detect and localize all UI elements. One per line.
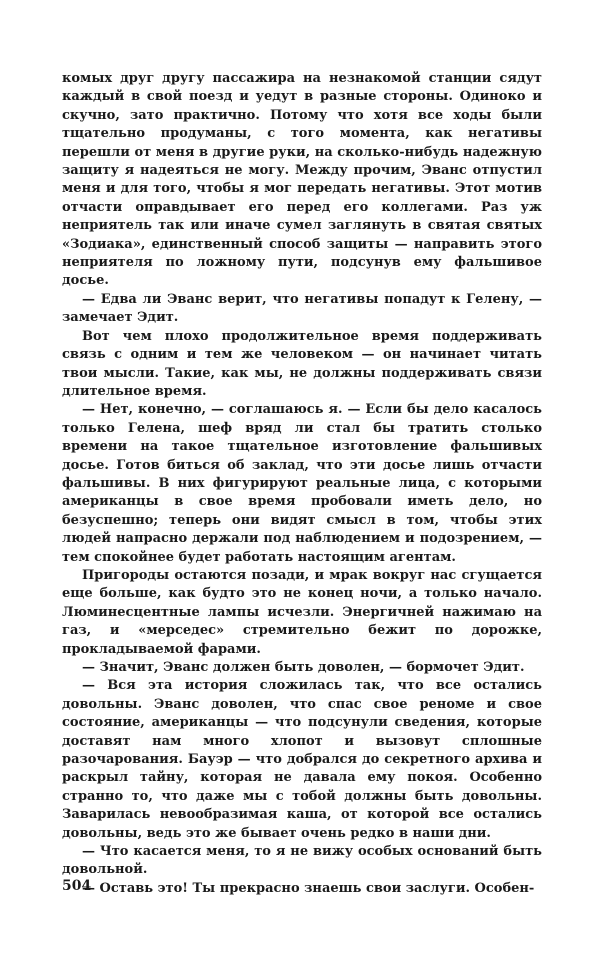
paragraph-4: — Нет, конечно, — соглашаюсь я. — Если бы дело касалось только Гелена, шеф вряд ли стал бы тратить столько времени на такое тщательное изготовление фальшивых досье. Готов биться об заклад, что эти досье лишь отчасти фальшивы. В них фигурируют реальные лица, с которыми американцы в свое время пробовали иметь дело, но безуспешно; теперь они видят смысл в том, чтобы этих людей напрасно держали под наблюдением и подозрением, — тем спокойнее будет работать настоящим агентам. bbox=[62, 402, 542, 565]
paragraph-7: — Вся эта история сложилась так, что все остались довольны. Эванс доволен, что спас свое реноме и свое состояние, американцы — что подсунули сведения, которые доставят нам много хлопот и вызовут сплошные разочарования. Бауэр — что добрался до секретного архива и раскрыл тайну, которая не давала ему покоя. Особенно странно то, что даже мы с тобой должны быть довольны. Заварилась невообразимая каша, от которой все остались довольны, ведь это же бывает очень редко в наши дни. bbox=[62, 678, 542, 841]
paragraph-6: — Значит, Эванс должен быть доволен, — бормочет Эдит. bbox=[82, 660, 525, 675]
page-body bbox=[62, 70, 542, 898]
paragraph-2: — Едва ли Эванс верит, что негативы попадут к Гелену, — замечает Эдит. bbox=[62, 291, 542, 326]
paragraph-5: Пригороды остаются позади, и мрак вокруг нас сгущается еще больше, как будто это не конец ночи, а только начало. Люминесцентные лампы исчезли. Энергичней нажимаю на газ, и «мерседес» стремительно бежит по дорожке, прокладываемой фарами. bbox=[62, 567, 542, 657]
page-number: 504 bbox=[62, 878, 92, 894]
paragraph-1: комых друг другу пассажира на незнакомой станции сядут каждый в свой поезд и уедут в разные стороны. Одиноко и скучно, зато практично. Потому что хотя все ходы были тщательно продуманы, с того момента, как негативы перешли от меня в другие руки, на сколько-нибудь надежную защиту я надеяться не могу. Между прочим, Эванс отпустил меня и для того, чтобы я мог передать негативы. Этот мотив отчасти оправдывает его перед его коллегами. Раз уж неприятель так или иначе сумел заглянуть в святая святых «Зодиака», единственный способ защиты — направить этого неприятеля по ложному пути, подсунув ему фальшивое досье. bbox=[62, 71, 542, 289]
paragraph-8: — Что касается меня, то я не вижу особых оснований быть довольной. bbox=[62, 844, 542, 878]
paragraph-9: — Оставь это! Ты прекрасно знаешь свои заслуги. Особен- bbox=[82, 880, 535, 896]
paragraph-3: Вот чем плохо продолжительное время поддерживать связь с одним и тем же человеком — он начинает читать твои мысли. Такие, как мы, не должны поддерживать связи длительное время. bbox=[62, 328, 542, 399]
